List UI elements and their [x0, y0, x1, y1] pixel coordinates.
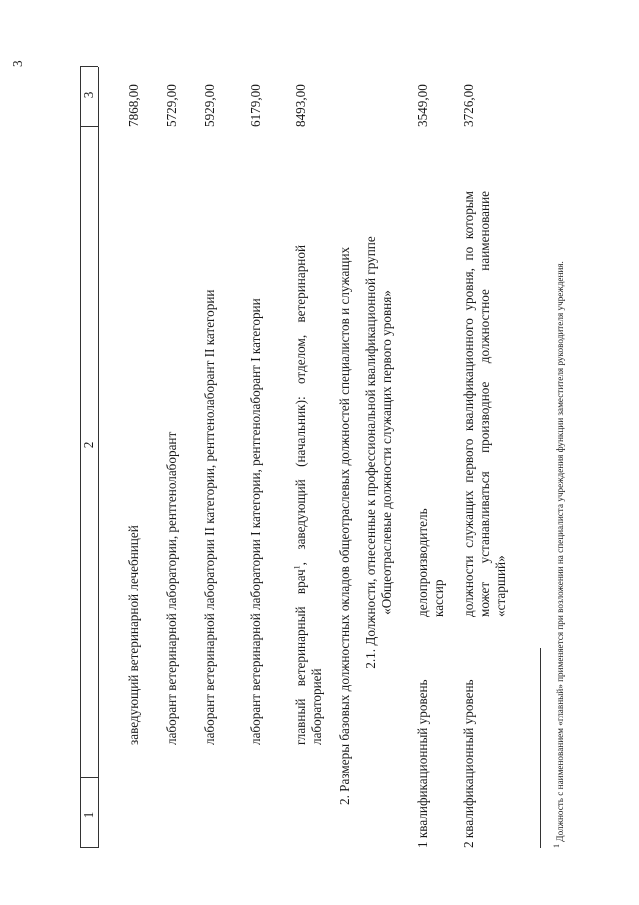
column-header-1: 1: [81, 811, 96, 819]
footnote-reference: 1: [292, 565, 302, 570]
salary-cell: 5729,00: [164, 84, 179, 127]
position-text: главный ветеринарный врач: [293, 569, 308, 745]
table-left-border: [80, 847, 98, 848]
footnote: [551, 88, 566, 848]
position-cell: [293, 245, 325, 745]
position-line: делопроизводитель: [415, 508, 430, 617]
salary-cell: 7868,00: [126, 84, 141, 127]
salary-cell: 8493,00: [293, 84, 308, 127]
footnote-text: Должность с наименованием «главный» применяется при возложении на специалиста учреждения функции заместителя руководителя учреждения.: [555, 261, 565, 842]
salary-cell: 3726,00: [461, 84, 476, 127]
salary-cell: 5929,00: [202, 84, 217, 127]
qualification-level: 1 квалификационный уровень: [415, 679, 430, 848]
position-cell: заведующий ветеринарной лечебницей: [126, 525, 141, 745]
position-cell: должности служащих первого квалификационного уровня, по которым может устанавливаться производное должностное наименование «старший»: [461, 191, 509, 617]
column-header-2: 2: [81, 441, 96, 449]
position-cell: лаборант ветеринарной лаборатории II категории, рентгенолаборант II категории: [202, 289, 217, 745]
position-line: кассир: [431, 579, 447, 617]
column-divider-2: [80, 126, 98, 127]
page-number: 3: [10, 60, 25, 67]
salary-cell: 3549,00: [415, 84, 430, 127]
subsection-title-line-2: «Общеотраслевые должности служащих первого уровня»: [379, 290, 395, 615]
subsection-title: [363, 0, 395, 905]
subsection-title-line-1: 2.1. Должности, отнесенные к профессиональной квалификационной группе: [363, 236, 378, 669]
column-header-3: 3: [81, 91, 96, 99]
footnote-mark: 1: [551, 844, 561, 848]
position-text: , заведующий (начальник): отделом, ветеринарной лабораторией: [293, 244, 325, 745]
qualification-level: 2 квалификационный уровень: [461, 679, 476, 848]
column-divider-1: [80, 777, 98, 778]
table-header-bottom-border: [98, 67, 99, 848]
salary-cell: 6179,00: [248, 84, 263, 127]
section-title: 2. Размеры базовых должностных окладов общеотраслевых должностей специалистов и служащих: [337, 246, 352, 805]
footnote-separator: [540, 648, 541, 848]
position-cell: [415, 217, 447, 617]
position-cell: лаборант ветеринарной лаборатории I категории, рентгенолаборант I категории: [248, 298, 263, 745]
position-cell: лаборант ветеринарной лаборатории, рентгенолаборант: [164, 431, 179, 745]
